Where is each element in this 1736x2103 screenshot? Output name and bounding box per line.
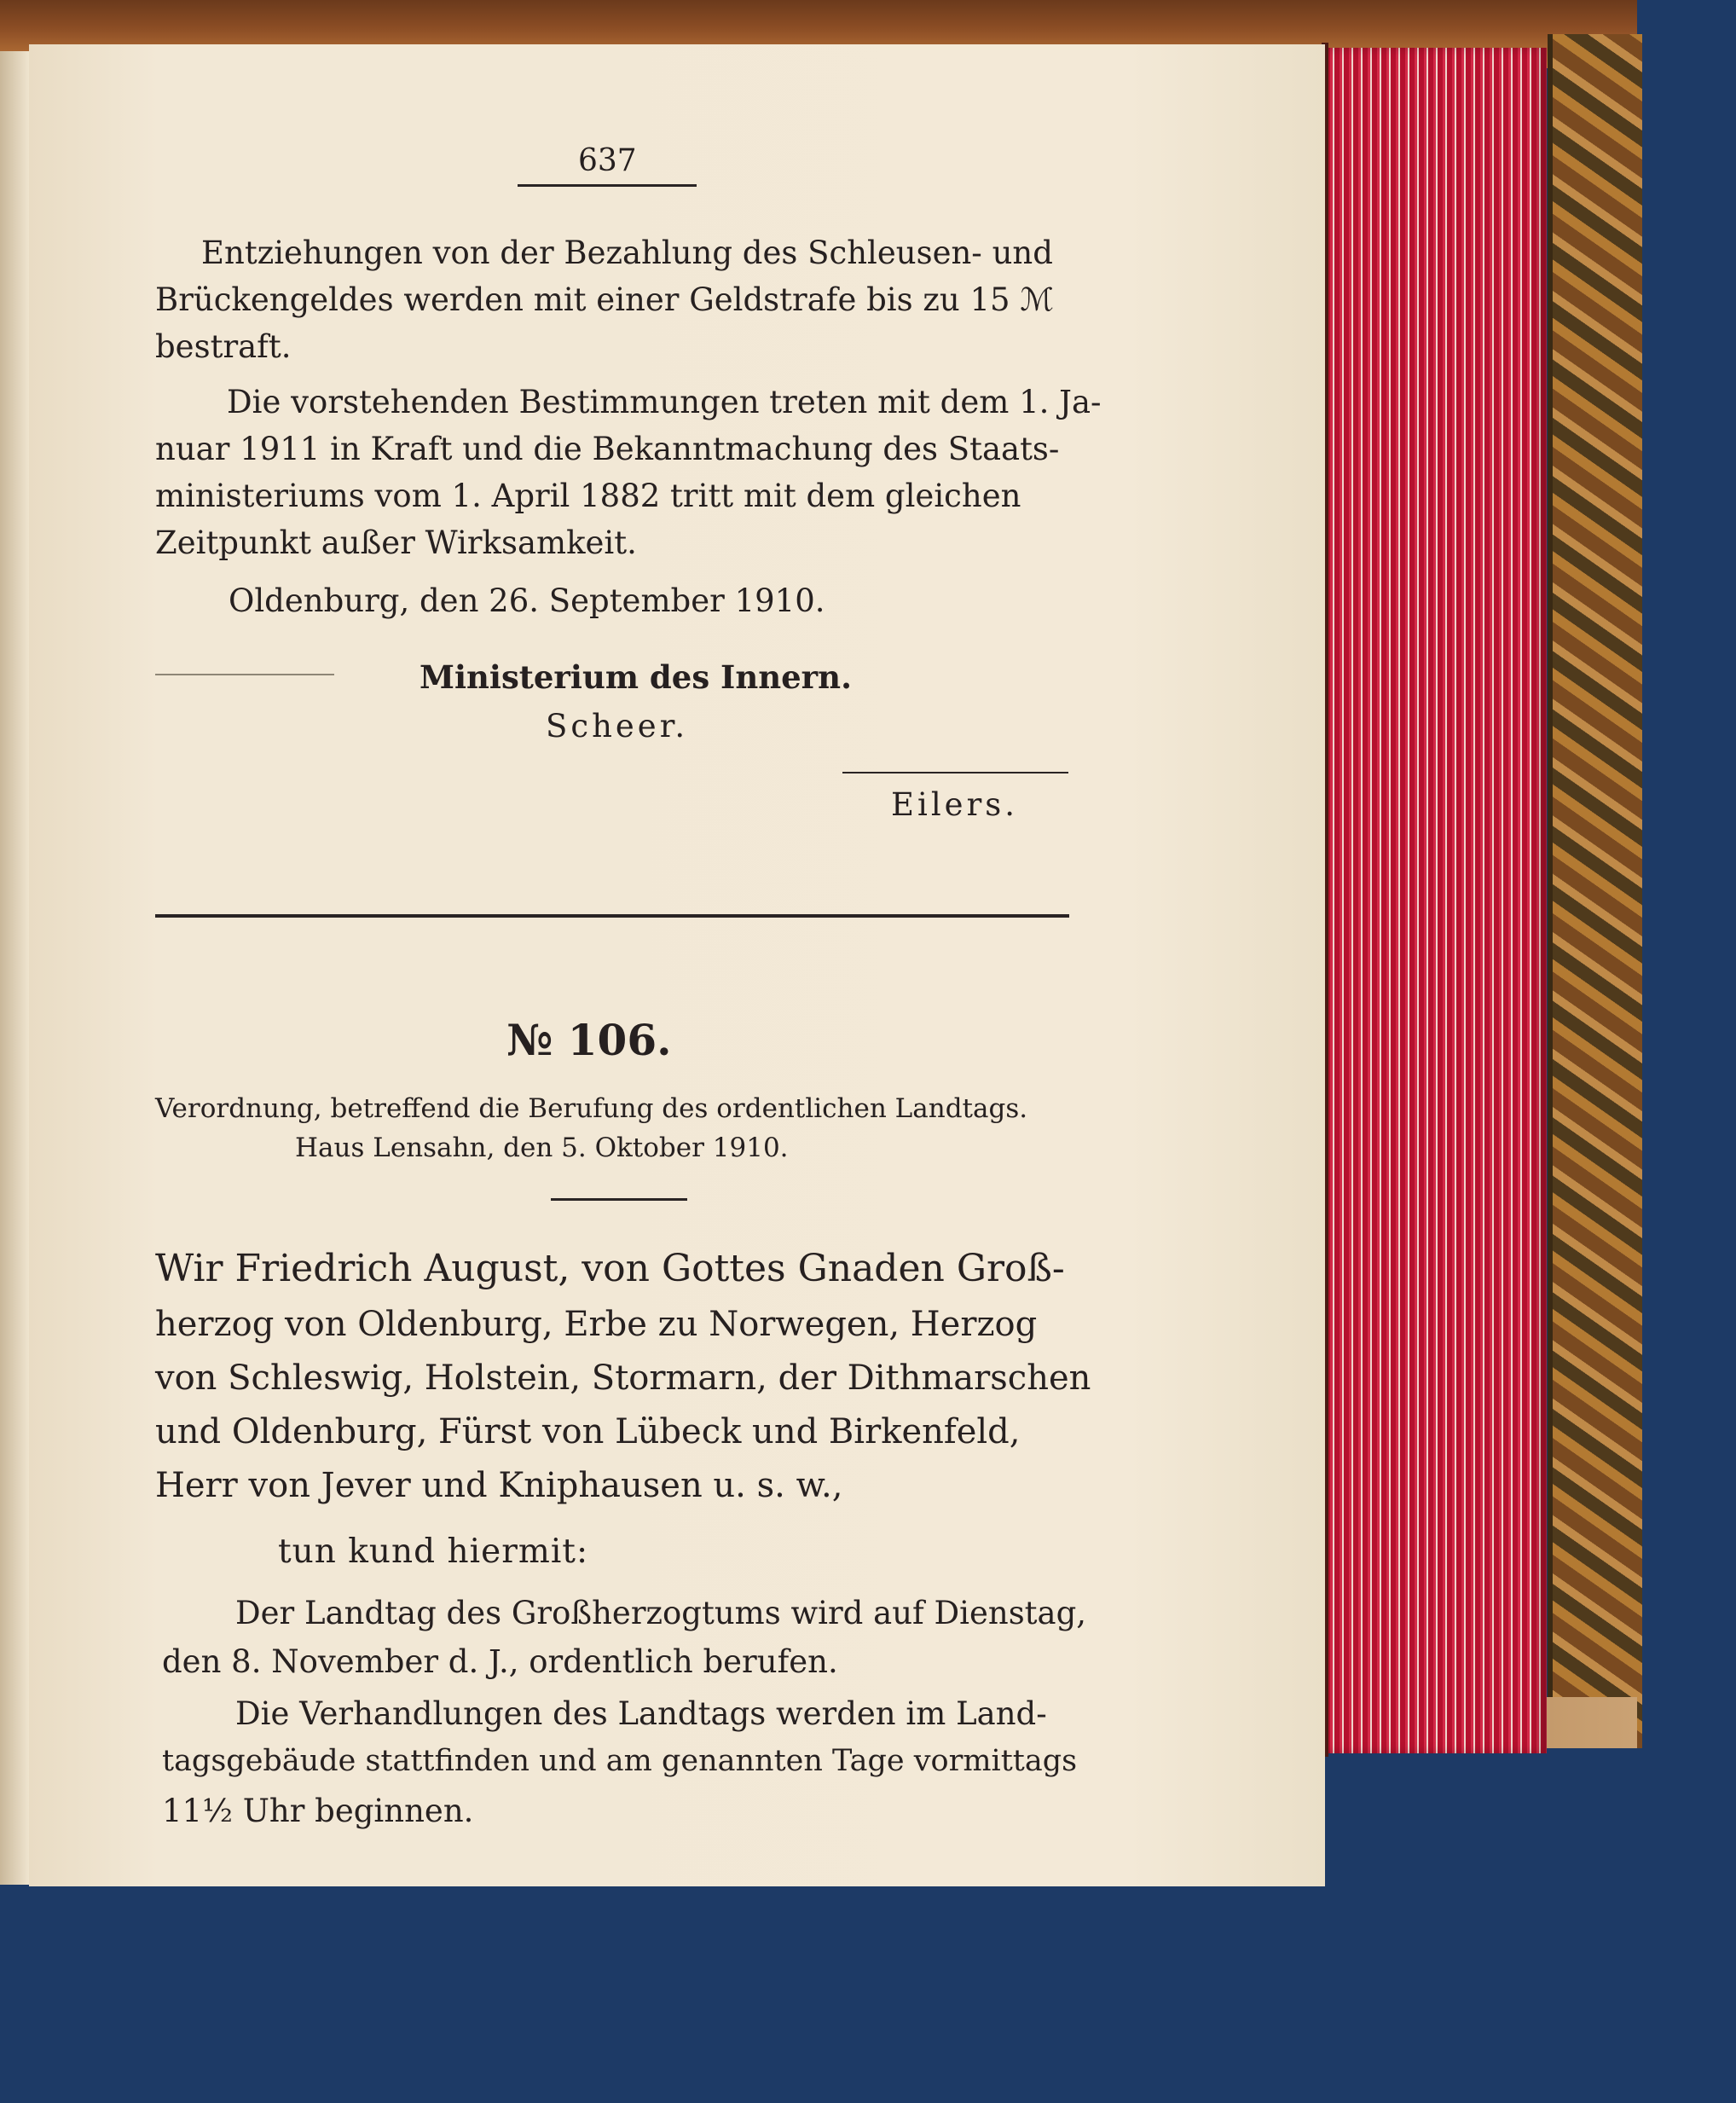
text-line: Zeitpunkt außer Wirksamkeit.	[155, 524, 637, 561]
text-line: bestraft.	[155, 328, 292, 365]
decree-number: № 106.	[506, 1015, 672, 1065]
decree-title: Verordnung, betreffend die Berufung des ordentlichen Landtags.	[155, 1093, 1028, 1124]
proclamation-line: von Schleswig, Holstein, Stormarn, der Dithmarschen	[155, 1359, 1091, 1398]
signature-rule	[842, 772, 1068, 773]
ministry-name: Ministerium des Innern.	[420, 658, 852, 696]
place-date: Oldenburg, den 26. September 1910.	[229, 582, 825, 619]
previous-page-edge	[0, 51, 31, 1885]
section-separator	[155, 914, 1069, 918]
text-line: Die vorstehenden Bestimmungen treten mit dem 1. Ja-	[227, 384, 1102, 420]
text-line: Der Landtag des Großherzogtums wird auf Dienstag,	[235, 1595, 1087, 1631]
announcement: tun kund hiermit:	[278, 1532, 589, 1571]
proclamation-line: herzog von Oldenburg, Erbe zu Norwegen, Herzog	[155, 1305, 1038, 1344]
text-line: den 8. November d. J., ordentlich berufen.	[162, 1643, 838, 1680]
text-line: Die Verhandlungen des Landtags werden im Land-	[235, 1695, 1047, 1732]
title-rule	[551, 1198, 687, 1201]
decree-place-date: Haus Lensahn, den 5. Oktober 1910.	[295, 1133, 789, 1163]
text-line: Entziehungen von der Bezahlung des Schleusen- und	[201, 235, 1053, 271]
text-line: 11½ Uhr beginnen.	[162, 1793, 474, 1829]
text-line: Brückengeldes werden mit einer Geldstrafe bis zu 15 ℳ	[155, 281, 1054, 318]
text-line: ministeriums vom 1. April 1882 tritt mit dem gleichen	[155, 478, 1021, 514]
proclamation-line: und Oldenburg, Fürst von Lübeck und Birkenfeld,	[155, 1412, 1021, 1451]
proclamation-line: Herr von Jever und Kniphausen u. s. w.,	[155, 1466, 843, 1505]
faint-rule	[155, 674, 334, 675]
book-cover-marbled	[1548, 34, 1642, 1748]
signature-eilers: Eilers.	[891, 786, 1019, 823]
header-rule	[518, 184, 697, 187]
text-line: nuar 1911 in Kraft und die Bekanntmachung des Staats-	[155, 431, 1060, 467]
proclamation-line: Wir Friedrich August, von Gottes Gnaden Groß-	[155, 1247, 1065, 1290]
red-page-edges	[1325, 48, 1547, 1753]
signature-scheer: Scheer.	[546, 708, 689, 744]
page-number: 637	[578, 143, 637, 178]
text-line: tagsgebäude stattfinden und am genannten Tage vormittags	[162, 1744, 1078, 1778]
